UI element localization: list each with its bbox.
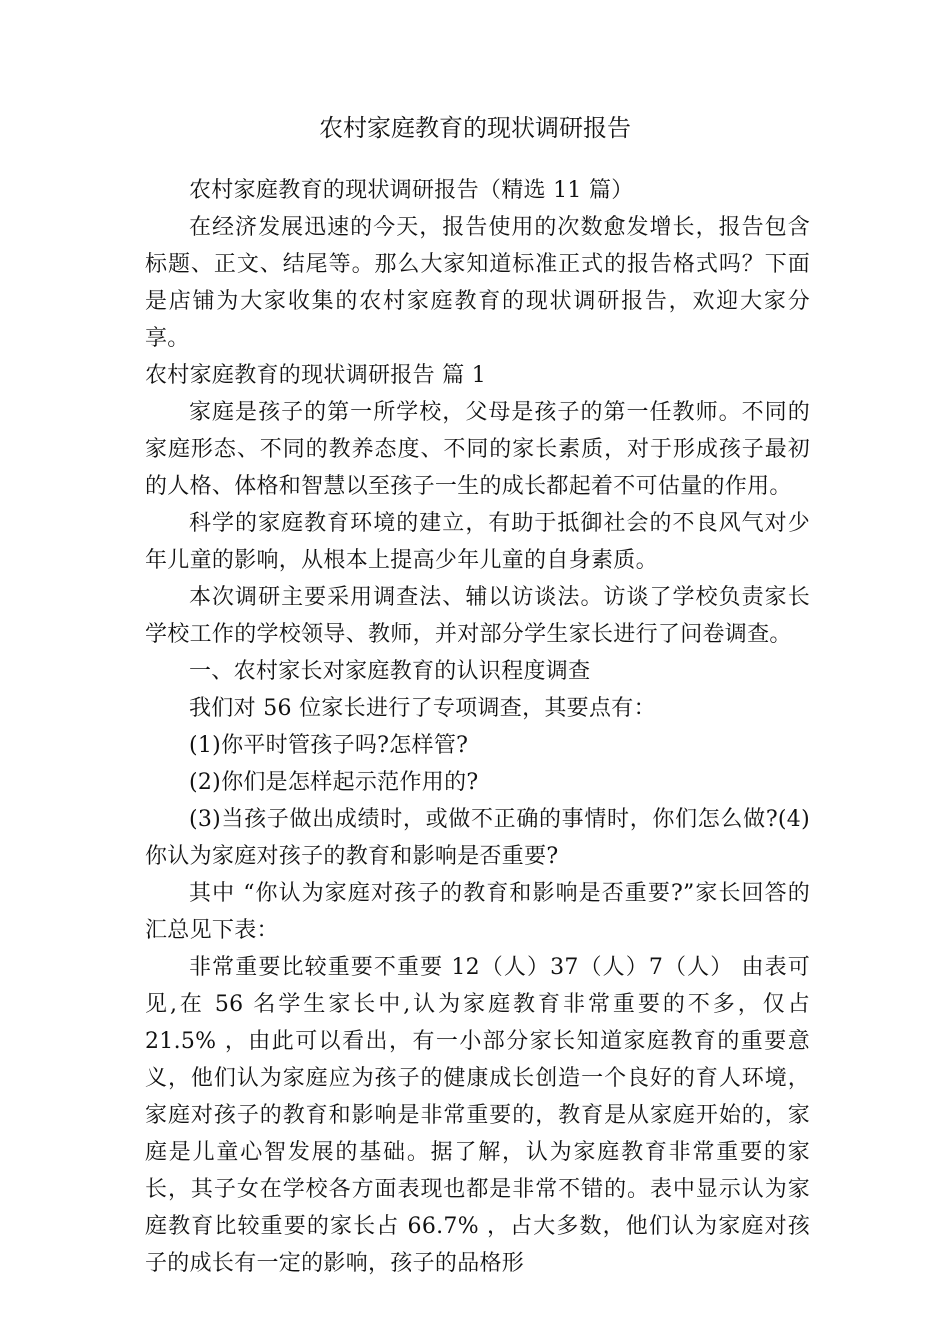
- paragraph: 农村家庭教育的现状调研报告 篇 1: [145, 363, 487, 388]
- paragraph: 我们对 56 位家长进行了专项调查，其要点有：: [189, 696, 656, 721]
- paragraph: 家庭是孩子的第一所学校，父母是孩子的第一任教师。不同的家庭形态、不同的教养态度、不同的家长素质，对于形成孩子最初的人格、体格和智慧以至孩子一生的成长都起着不可估量的作用。: [145, 400, 810, 499]
- paragraph: 本次调研主要采用调查法、辅以访谈法。访谈了学校负责家长学校工作的学校领导、教师，并对部分学生家长进行了问卷调查。: [145, 585, 810, 647]
- paragraph: (1)你平时管孩子吗?怎样管?: [189, 733, 469, 758]
- paragraph: 科学的家庭教育环境的建立，有助于抵御社会的不良风气对少年儿童的影响，从根本上提高少年儿童的自身素质。: [145, 511, 810, 573]
- paragraph: 在经济发展迅速的今天，报告使用的次数愈发增长，报告包含标题、正文、结尾等。那么大家知道标准正式的报告格式吗？下面是店铺为大家收集的农村家庭教育的现状调研报告，欢迎大家分享。: [145, 215, 810, 351]
- paragraph: 农村家庭教育的现状调研报告（精选 11 篇）: [189, 178, 634, 203]
- paragraph: (3)当孩子做出成绩时，或做不正确的事情时，你们怎么做?(4)你认为家庭对孩子的教育和影响是否重要?: [145, 807, 810, 869]
- paragraph: 一、农村家长对家庭教育的认识程度调查: [189, 659, 591, 684]
- paragraph: (2)你们是怎样起示范作用的?: [189, 770, 479, 795]
- paragraph: 其中 “你认为家庭对孩子的教育和影响是否重要?”家长回答的汇总见下表：: [145, 881, 810, 943]
- paragraph: 非常重要比较重要不重要 12（人）37（人）7（人） 由表可见,在 56 名学生家长中,认为家庭教育非常重要的不多，仅占 21.5% ，由此可以看出，有一小部分家长知道家庭教育的重要意义，他们认为家庭应为孩子的健康成长创造一个良好的育人环境，家庭对孩子的教育和影响是非常重要的，教育是从家庭开始的，家庭是儿童心智发展的基础。据了解，认为家庭教育非常重要的家长，其子女在学校各方面表现也都是非常不错的。表中显示认为家庭教育比较重要的家长占 66.7% ，占大多数，他们认为家庭对孩子的成长有一定的影响，孩子的品格形: [145, 955, 810, 1276]
- document-title: 农村家庭教育的现状调研报告: [319, 114, 631, 142]
- document-body: [145, 172, 810, 1282]
